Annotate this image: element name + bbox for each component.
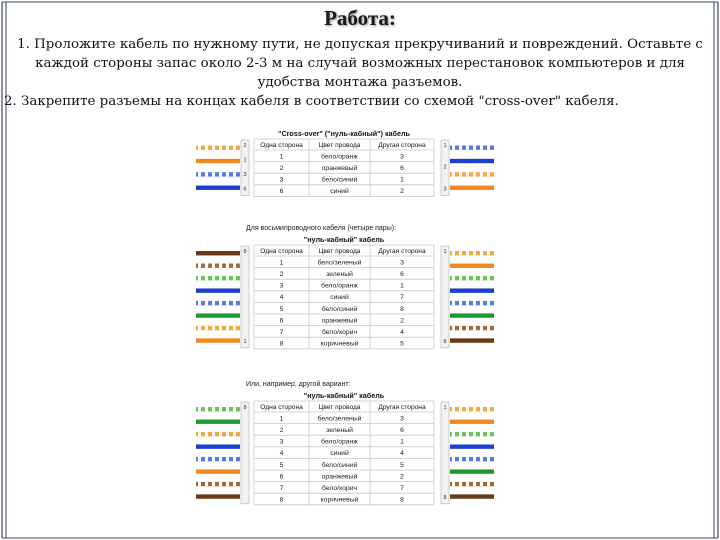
- wire-stripe: [205, 482, 208, 486]
- table-title: "нуль-кабный" кабель: [303, 235, 385, 244]
- wire-stripe: [487, 326, 490, 330]
- pin-number: 1: [443, 249, 447, 255]
- table-cell: 1: [279, 415, 284, 423]
- wire-stripe: [212, 457, 215, 461]
- pin-number: 2: [443, 164, 447, 171]
- wire-stripe: [198, 457, 201, 461]
- wire-stripe: [205, 276, 208, 280]
- table-cell: бело/синий: [321, 461, 358, 469]
- wire-stripe: [226, 172, 229, 176]
- connector-wire: [450, 420, 494, 424]
- table-cell: 3: [400, 153, 404, 161]
- wire-stripe: [487, 432, 490, 436]
- pin-number: 1: [443, 143, 447, 149]
- connector-wire: [196, 469, 240, 473]
- table-title: "нуль-кабный" кабель: [303, 391, 385, 400]
- wire-stripe: [466, 276, 469, 280]
- wire-stripe: [473, 145, 476, 149]
- wire-stripe: [480, 407, 483, 411]
- table-cell: коричневый: [320, 496, 359, 504]
- wire-stripe: [226, 482, 229, 486]
- table-cell: 5: [279, 305, 284, 313]
- wire-stripe: [205, 264, 208, 268]
- table-cell: 3: [400, 415, 404, 423]
- table-cell: 2: [279, 427, 284, 434]
- wire-stripe: [452, 482, 455, 486]
- wire-stripe: [466, 407, 469, 411]
- wire-stripe: [466, 326, 469, 330]
- wire-stripe: [212, 432, 215, 436]
- wire-stripe: [459, 432, 462, 436]
- wire-stripe: [473, 326, 476, 330]
- connector-wire: [450, 338, 494, 342]
- wire-stripe: [233, 301, 236, 305]
- wire-stripe: [473, 172, 476, 176]
- wire-stripe: [473, 251, 476, 255]
- slide-title: Работа:: [324, 6, 396, 30]
- wire-stripe: [459, 145, 462, 149]
- connector-wire: [196, 420, 240, 424]
- wire-stripe: [198, 432, 201, 436]
- wire-stripe: [487, 172, 490, 176]
- wire-stripe: [480, 145, 483, 149]
- table-cell: 1: [400, 176, 404, 184]
- wire-stripe: [452, 172, 455, 176]
- table-cell: зеленый: [326, 427, 353, 434]
- wire-stripe: [487, 407, 490, 411]
- crossover-wiring-diagram: [190, 126, 500, 536]
- wire-stripe: [459, 326, 462, 330]
- table-cell: 8: [400, 305, 404, 313]
- table-cell: зеленый: [326, 271, 353, 278]
- wire-stripe: [205, 326, 208, 330]
- wire-stripe: [212, 326, 215, 330]
- table-column-header: Одна сторона: [260, 142, 303, 149]
- connector-wire: [196, 444, 240, 448]
- table-cell: 4: [279, 294, 284, 302]
- wire-stripe: [487, 251, 490, 255]
- table-cell: 6: [279, 188, 284, 196]
- table-cell: 5: [400, 461, 404, 469]
- table-cell: 2: [400, 188, 404, 196]
- table-cell: 5: [400, 340, 404, 348]
- connector-wire: [450, 186, 494, 190]
- connector-wire: [196, 251, 240, 255]
- table-cell: 1: [400, 438, 404, 446]
- table-cell: коричневый: [320, 340, 359, 348]
- wire-stripe: [452, 326, 455, 330]
- wire-stripe: [205, 172, 208, 176]
- wire-stripe: [487, 457, 490, 461]
- wire-stripe: [233, 482, 236, 486]
- table-cell: синий: [330, 450, 349, 458]
- table-cell: 4: [279, 450, 284, 458]
- wire-stripe: [487, 276, 490, 280]
- wire-stripe: [198, 301, 201, 305]
- table-cell: бело/оранж: [321, 282, 358, 290]
- wire-stripe: [480, 276, 483, 280]
- table-cell: 2: [400, 473, 404, 481]
- pin-number: 8: [243, 249, 247, 255]
- wire-stripe: [452, 407, 455, 411]
- wire-stripe: [212, 482, 215, 486]
- connector-wire: [450, 469, 494, 473]
- wire-stripe: [459, 172, 462, 176]
- wire-stripe: [473, 407, 476, 411]
- connector-wire: [450, 313, 494, 317]
- wire-stripe: [219, 407, 222, 411]
- wire-stripe: [233, 145, 236, 149]
- table-cell: бело/корич: [321, 329, 358, 336]
- table-cell: бело/зеленый: [317, 259, 362, 267]
- connector-wire: [196, 338, 240, 342]
- pin-number: 1: [243, 338, 247, 345]
- wire-stripe: [219, 432, 222, 436]
- wire-stripe: [219, 276, 222, 280]
- wire-stripe: [452, 145, 455, 149]
- connector-wire: [196, 313, 240, 317]
- connector-plug: [241, 402, 249, 504]
- wire-stripe: [487, 482, 490, 486]
- wire-stripe: [473, 457, 476, 461]
- wire-stripe: [480, 326, 483, 330]
- connector-wire: [196, 159, 240, 163]
- connector-wire: [450, 288, 494, 292]
- connector-wire: [450, 444, 494, 448]
- pin-number: 1: [243, 157, 247, 164]
- wire-stripe: [459, 482, 462, 486]
- pin-number: 3: [443, 186, 447, 193]
- table-cell: 6: [400, 165, 404, 172]
- wire-stripe: [466, 251, 469, 255]
- table-column-header: Одна сторона: [260, 248, 303, 255]
- wire-stripe: [233, 457, 236, 461]
- wire-stripe: [205, 301, 208, 305]
- table-cell: оранжевый: [321, 165, 358, 172]
- wire-stripe: [198, 326, 201, 330]
- wire-stripe: [480, 482, 483, 486]
- wire-stripe: [198, 482, 201, 486]
- wire-stripe: [473, 482, 476, 486]
- table-cell: оранжевый: [321, 317, 358, 325]
- wire-stripe: [226, 301, 229, 305]
- wire-stripe: [219, 145, 222, 149]
- table-caption: Или, например, другой вариант:: [246, 381, 351, 388]
- table-column-header: Цвет провода: [318, 142, 361, 149]
- wire-stripe: [212, 407, 215, 411]
- table-cell: синий: [330, 188, 349, 196]
- table-column-header: Другая сторона: [378, 404, 426, 411]
- table-cell: 1: [279, 153, 284, 161]
- connector-wire: [450, 264, 494, 268]
- wire-stripe: [473, 432, 476, 436]
- connector-plug: [241, 246, 249, 348]
- wire-stripe: [205, 457, 208, 461]
- table-cell: оранжевый: [321, 473, 358, 481]
- wire-stripe: [480, 432, 483, 436]
- wire-stripe: [219, 482, 222, 486]
- table-cell: 3: [279, 176, 284, 184]
- wire-stripe: [459, 301, 462, 305]
- pin-number: 8: [243, 405, 247, 411]
- wire-stripe: [198, 172, 201, 176]
- pin-number: 1: [443, 405, 447, 411]
- wire-stripe: [212, 145, 215, 149]
- table-cell: 1: [400, 282, 404, 290]
- wire-stripe: [473, 301, 476, 305]
- table-cell: 8: [279, 340, 284, 348]
- wire-stripe: [480, 301, 483, 305]
- wire-stripe: [205, 432, 208, 436]
- table-cell: 6: [279, 473, 284, 481]
- table-cell: 3: [279, 282, 284, 290]
- table-cell: 7: [400, 294, 404, 302]
- wire-stripe: [459, 457, 462, 461]
- table-cell: 7: [400, 485, 404, 492]
- pin-number: 6: [243, 186, 247, 193]
- wire-stripe: [219, 172, 222, 176]
- wire-stripe: [198, 145, 201, 149]
- wire-stripe: [212, 172, 215, 176]
- table-cell: синий: [330, 294, 349, 302]
- connector-wire: [196, 288, 240, 292]
- wire-stripe: [487, 301, 490, 305]
- wire-stripe: [226, 457, 229, 461]
- table-cell: 6: [400, 271, 404, 278]
- wire-stripe: [233, 276, 236, 280]
- wire-stripe: [487, 145, 490, 149]
- table-cell: 3: [279, 438, 284, 446]
- wire-stripe: [212, 276, 215, 280]
- table-column-header: Цвет провода: [318, 248, 361, 255]
- table-cell: бело/зеленый: [317, 415, 362, 423]
- connector-plug: [441, 246, 449, 348]
- wire-stripe: [219, 457, 222, 461]
- table-column-header: Другая сторона: [378, 142, 426, 149]
- wire-stripe: [466, 432, 469, 436]
- wire-stripe: [205, 145, 208, 149]
- instruction-step-1: 1. Проложите кабель по нужному пути, не допуская прекручиваний и повреждений. Оставьте с каждой стороны запас около 2-3 м на случай возможных перестановок компьютеров и для удобства монтажа разъемов.: [17, 37, 703, 90]
- wire-stripe: [212, 301, 215, 305]
- wire-stripe: [233, 172, 236, 176]
- wire-stripe: [226, 407, 229, 411]
- wire-stripe: [480, 172, 483, 176]
- table-cell: бело/корич: [321, 485, 358, 492]
- wire-stripe: [226, 326, 229, 330]
- table-cell: бело/синий: [321, 176, 358, 184]
- wire-stripe: [459, 276, 462, 280]
- pin-number: 8: [443, 338, 447, 345]
- wiring-diagram-svg: [190, 126, 500, 536]
- wire-stripe: [198, 264, 201, 268]
- wire-stripe: [219, 264, 222, 268]
- table-cell: 1: [279, 259, 284, 267]
- wire-stripe: [452, 276, 455, 280]
- pin-number: 8: [443, 494, 447, 501]
- connector-wire: [450, 159, 494, 163]
- wire-stripe: [233, 264, 236, 268]
- table-title: "Cross-over" ("нуль-кабный") кабель: [278, 129, 410, 138]
- table-cell: 4: [400, 329, 404, 336]
- wire-stripe: [226, 145, 229, 149]
- table-column-header: Цвет провода: [318, 404, 361, 411]
- table-cell: 3: [400, 259, 404, 267]
- table-cell: 2: [400, 317, 404, 325]
- wire-stripe: [226, 432, 229, 436]
- connector-plug: [441, 402, 449, 504]
- wire-stripe: [205, 407, 208, 411]
- table-cell: 8: [279, 496, 284, 504]
- wire-stripe: [233, 407, 236, 411]
- wire-stripe: [466, 457, 469, 461]
- wire-stripe: [466, 301, 469, 305]
- table-caption: Для восьмипроводного кабеля (четыре пары):: [246, 225, 397, 232]
- wire-stripe: [459, 407, 462, 411]
- wire-stripe: [452, 432, 455, 436]
- connector-wire: [196, 186, 240, 190]
- wire-stripe: [473, 276, 476, 280]
- table-cell: 7: [279, 329, 284, 336]
- table-cell: 8: [400, 496, 404, 504]
- table-cell: бело/оранж: [321, 153, 358, 161]
- wire-stripe: [212, 264, 215, 268]
- wire-stripe: [466, 172, 469, 176]
- table-cell: 4: [400, 450, 404, 458]
- table-cell: 6: [279, 317, 284, 325]
- wire-stripe: [459, 251, 462, 255]
- wire-stripe: [233, 326, 236, 330]
- wire-stripe: [452, 301, 455, 305]
- table-cell: бело/синий: [321, 305, 358, 313]
- connector-wire: [196, 494, 240, 498]
- table-cell: бело/оранж: [321, 438, 358, 446]
- wire-stripe: [480, 457, 483, 461]
- pin-number: 3: [243, 171, 247, 178]
- wire-stripe: [452, 457, 455, 461]
- table-cell: 2: [279, 271, 284, 278]
- table-cell: 6: [400, 427, 404, 434]
- wire-stripe: [452, 251, 455, 255]
- wire-stripe: [198, 407, 201, 411]
- wire-stripe: [233, 432, 236, 436]
- wire-stripe: [219, 326, 222, 330]
- wire-stripe: [466, 145, 469, 149]
- wire-stripe: [226, 264, 229, 268]
- wire-stripe: [219, 301, 222, 305]
- wire-stripe: [198, 276, 201, 280]
- table-cell: 2: [279, 165, 284, 172]
- table-column-header: Другая сторона: [378, 248, 426, 255]
- table-cell: 5: [279, 461, 284, 469]
- instructions: [4, 35, 716, 111]
- connector-wire: [450, 494, 494, 498]
- wire-stripe: [480, 251, 483, 255]
- table-column-header: Одна сторона: [260, 404, 303, 411]
- wire-stripe: [226, 276, 229, 280]
- table-cell: 7: [279, 485, 284, 492]
- wire-stripe: [466, 482, 469, 486]
- instruction-step-2: 2. Закрепите разъемы на концах кабеля в соответствии со схемой "cross-over" кабеля.: [4, 94, 619, 109]
- pin-number: 2: [243, 143, 247, 149]
